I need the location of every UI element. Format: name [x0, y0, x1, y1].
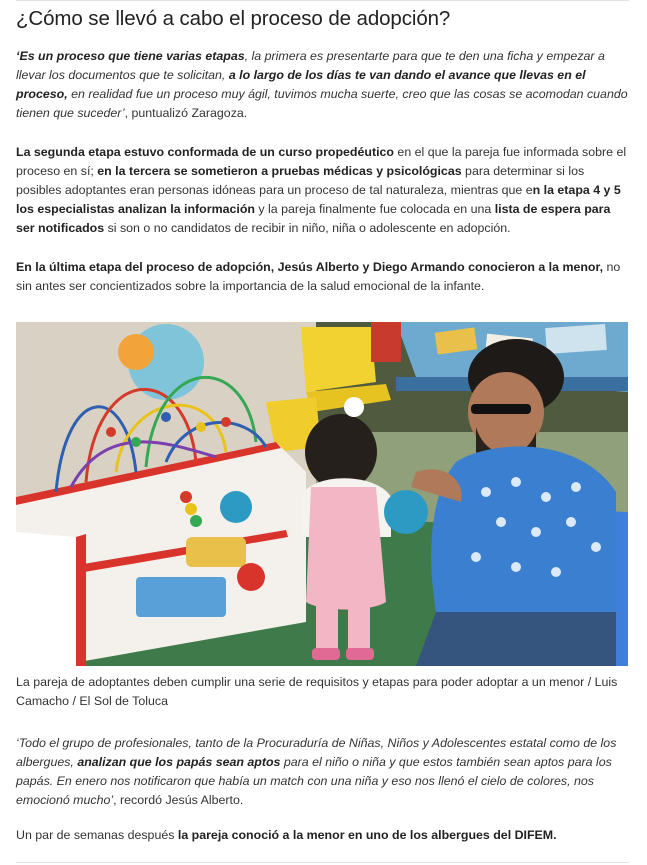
text-run: lista de espera para ser notificados [16, 202, 611, 235]
photo-caption: La pareja de adoptantes deben cumplir una serie de requisitos y etapas para poder adoptar a un menor / Luis Camacho / El Sol de Toluca [16, 675, 618, 708]
text-run: para determinar si los posibles adoptantes eran personas idóneas para un proceso de tal naturaleza, mientras que e [16, 164, 585, 197]
paragraph-quote-zaragoza [16, 47, 632, 123]
text-run: ‘Todo el grupo de profesionales, tanto de la Procuraduría de Niñas, Niños y Adolescentes estatal como de los albergues, [16, 736, 617, 769]
text-run: Un par de semanas después [16, 828, 178, 842]
article-photo [16, 322, 628, 666]
emphasis-text: analizan que los papás sean aptos [77, 755, 281, 769]
text-run: , la primera es presentarte para que te den una ficha y empezar a llevar los documentos que te solicitan, [16, 49, 605, 82]
text-run [77, 755, 280, 769]
text-run: y la pareja finalmente fue colocada en una [254, 202, 495, 216]
text-run: En la última etapa del proceso de adopción, Jesús Alberto y Diego Armando conocieron a la menor, [16, 260, 604, 274]
bottom-divider [16, 862, 629, 863]
text-run: la pareja conoció a la menor en uno de los albergues del DIFEM. [177, 828, 557, 842]
text-run: , recordó Jesús Alberto. [113, 793, 244, 807]
text-run: en realidad fue un proceso muy ágil, tuvimos mucha suerte, creo que las cosas se acomodan cuando tienen que suceder’ [16, 87, 628, 120]
paragraph-last-stage [16, 258, 632, 296]
text-run: no sin antes ser concientizados sobre la importancia de la salud emocional de la infante. [16, 260, 621, 293]
section-heading: ¿Cómo se llevó a cabo el proceso de adopción? [16, 7, 451, 30]
emphasis-text: a lo largo de los días te van dando el avance que llevas en el proceso, [16, 68, 586, 101]
text-run [16, 49, 245, 63]
text-run: si son o no candidatos de recibir in niño, niña o adolescente en adopción. [104, 221, 511, 235]
text-run: , puntualizó Zaragoza. [124, 106, 248, 120]
paragraph-quote-jesus-alberto [16, 734, 632, 810]
paragraph-process-stages [16, 143, 632, 238]
text-run: en el que la pareja fue informada sobre el proceso en sí; [16, 145, 627, 178]
text-run: para el niño o niña y que estos también sean aptos para los papás. En enero nos notificaron que había un match con una niña y eso nos llenó el cielo de colores, nos emocionó mucho’ [16, 755, 612, 807]
text-run: La segunda etapa estuvo conformada de un curso propedéutico [16, 145, 394, 159]
paragraph-met-child [16, 826, 632, 845]
top-divider [16, 0, 629, 1]
text-run: en la tercera se sometieron a pruebas médicas y psicológicas [97, 164, 462, 178]
emphasis-text: ‘Es un proceso que tiene varias etapas [16, 49, 245, 63]
text-run: n la etapa 4 y 5 los especialistas analizan la información [16, 183, 621, 216]
